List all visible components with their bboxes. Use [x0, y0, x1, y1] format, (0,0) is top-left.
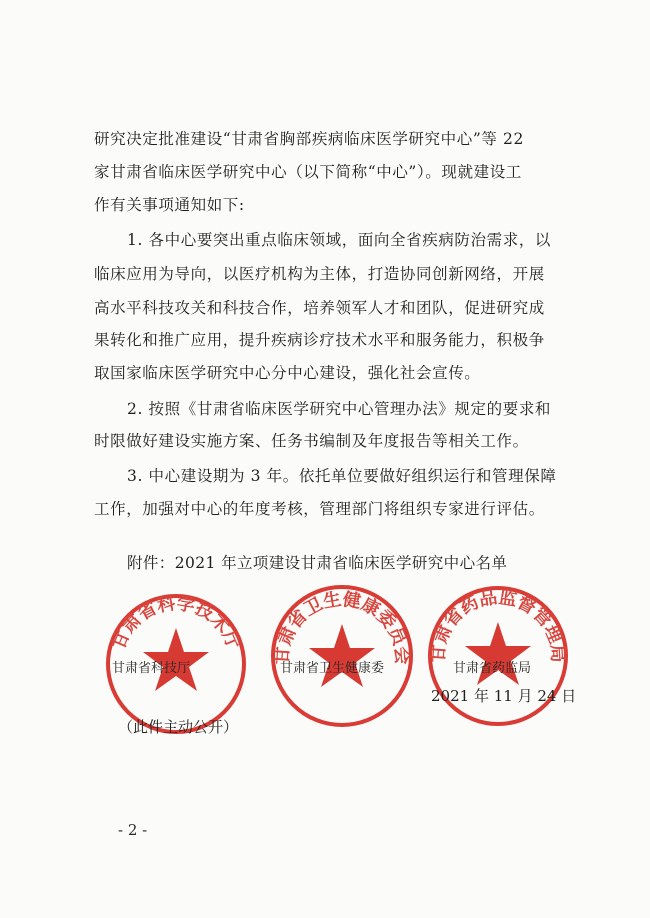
intro-line-2: 家甘肃省临床医学研究中心（以下简称“中心”）。现就建设工 — [94, 163, 522, 181]
item-1-line-1: 1. 各中心要突出重点临床领域，面向全省疾病防治需求，以 — [127, 231, 552, 249]
intro-line-1: 研究决定批准建设“甘肃省胸部疾病临床医学研究中心”等 22 — [94, 130, 524, 148]
seal-health-commission — [268, 582, 416, 730]
public-disclosure-note: （此件主动公开） — [118, 718, 239, 736]
issue-date: 2021 年 11 月 24 日 — [431, 687, 577, 705]
attachment-note: 附件：2021 年立项建设甘肃省临床医学研究中心名单 — [127, 554, 508, 572]
seal-arc-text: 甘肃省科学技术厅 — [108, 592, 244, 653]
seal-stamp-graphic — [424, 582, 572, 730]
item-1-line-5: 取国家临床医学研究中心分中心建设，强化社会宣传。 — [94, 364, 481, 382]
item-1-line-4: 果转化和推广应用，提升疾病诊疗技术水平和服务能力，积极争 — [94, 331, 545, 349]
seal-drug-administration — [424, 582, 572, 730]
item-1-line-2: 临床应用为导向，以医疗机构为主体，打造协同创新网络，开展 — [94, 265, 545, 283]
seal-label-health-commission: 甘肃省卫生健康委 — [280, 661, 385, 676]
page-number: - 2 - — [118, 821, 148, 839]
item-3-line-2: 工作，加强对中心的年度考核，管理部门将组织专家进行评估。 — [94, 500, 545, 518]
item-2-line-2: 时限做好建设实施方案、任务书编制及年度报告等相关工作。 — [94, 432, 529, 450]
seal-label-science-tech: 甘肃省科技厅 — [112, 661, 191, 676]
seal-arc-text: 甘肃省卫生健康委员会 — [271, 588, 413, 666]
intro-line-3: 作有关事项通知如下: — [94, 196, 245, 214]
item-1-line-3: 高水平科技攻关和科技合作，培养领军人才和团队，促进研究成 — [94, 299, 545, 317]
item-2-line-1: 2. 按照《甘肃省临床医学研究中心管理办法》规定的要求和 — [127, 400, 552, 418]
seal-stamp-graphic — [268, 582, 416, 730]
seal-label-drug-administration: 甘肃省药监局 — [453, 661, 532, 676]
item-3-line-1: 3. 中心建设期为 3 年。依托单位要做好组织运行和管理保障 — [127, 467, 557, 485]
seal-arc-text: 甘肃省药品监督管理局 — [427, 586, 569, 664]
star-icon — [309, 624, 375, 687]
